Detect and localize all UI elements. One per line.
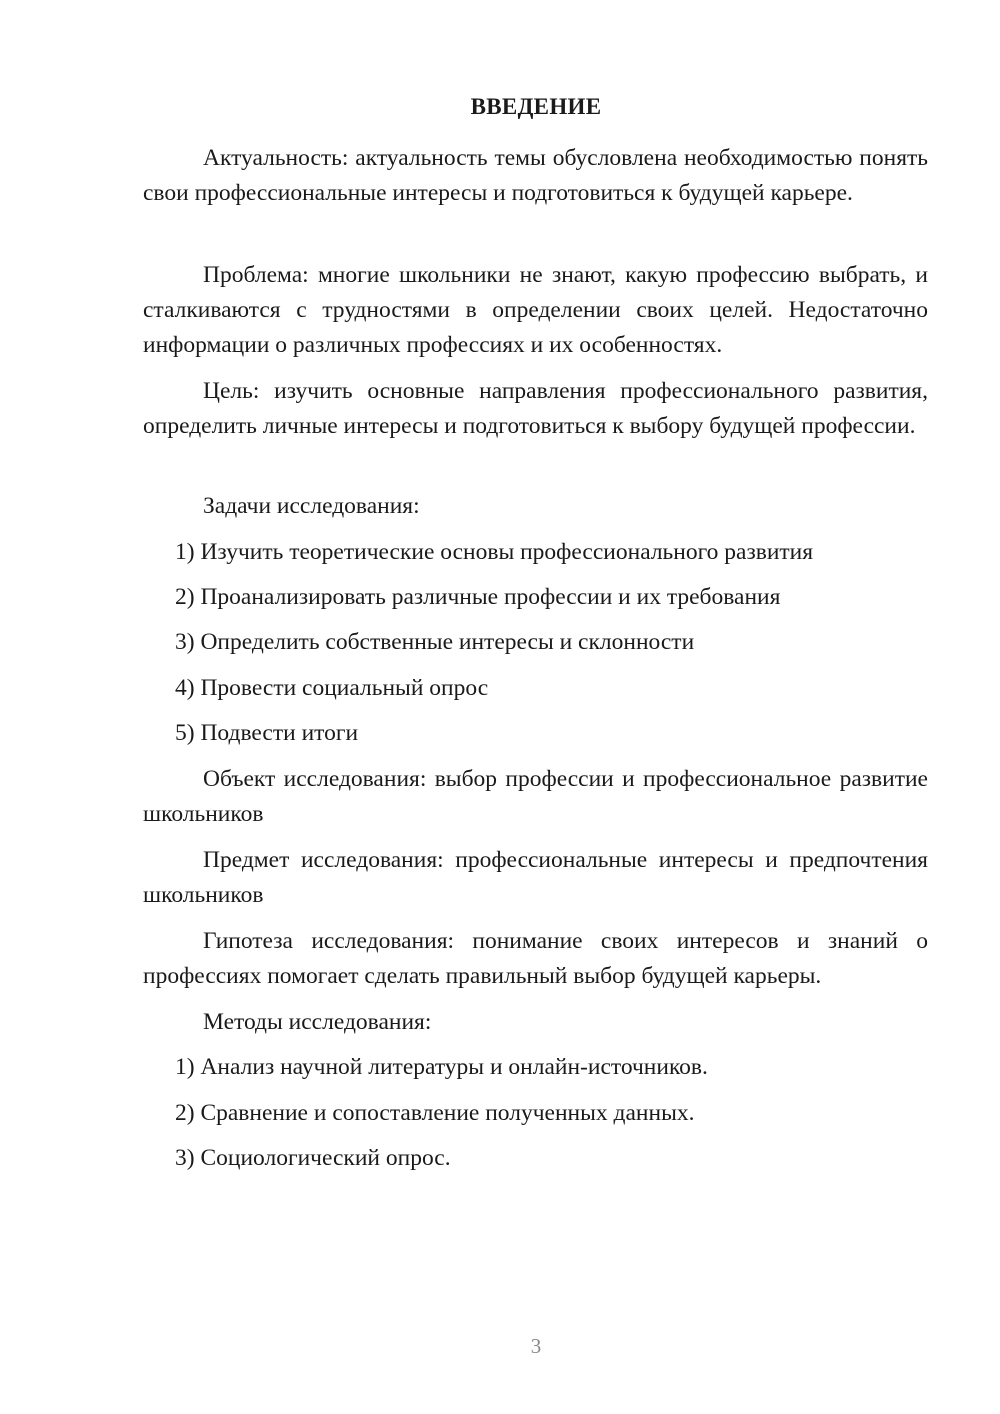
methods-title: Методы исследования: (203, 1009, 432, 1035)
task-item-4: 4) Провести социальный опрос (175, 675, 489, 701)
page-number: 3 (530, 1334, 542, 1358)
method-item-2: 2) Сравнение и сопоставление полученных данных. (175, 1100, 695, 1126)
paragraph-relevance: Актуальность: актуальность темы обусловлена необходимостью понять свои профессиональные интересы и подготовиться к будущей карьере. (143, 145, 928, 206)
method-item-3: 3) Социологический опрос. (175, 1145, 451, 1171)
task-item-2: 2) Проанализировать различные профессии и их требования (175, 584, 781, 610)
tasks-title: Задачи исследования: (203, 493, 420, 519)
task-item-1: 1) Изучить теоретические основы профессионального развития (175, 539, 814, 565)
method-item-1: 1) Анализ научной литературы и онлайн-источников. (175, 1054, 708, 1080)
paragraph-object: Объект исследования: выбор профессии и профессиональное развитие школьников (143, 766, 928, 827)
paragraph-problem: Проблема: многие школьники не знают, какую профессию выбрать, и сталкиваются с трудностями в определении своих целей. Недостаточно информации о различных профессиях и их особенностях. (143, 262, 928, 358)
paragraph-hypothesis: Гипотеза исследования: понимание своих интересов и знаний о профессиях помогает сделать правильный выбор будущей карьеры. (143, 928, 928, 989)
paragraph-subject: Предмет исследования: профессиональные интересы и предпочтения школьников (143, 847, 928, 908)
paragraph-goal: Цель: изучить основные направления профессионального развития, определить личные интересы и подготовиться к выбору будущей профессии. (143, 378, 928, 439)
task-item-5: 5) Подвести итоги (175, 720, 359, 746)
task-item-3: 3) Определить собственные интересы и склонности (175, 629, 695, 655)
page-title: ВВЕДЕНИЕ (470, 94, 602, 119)
